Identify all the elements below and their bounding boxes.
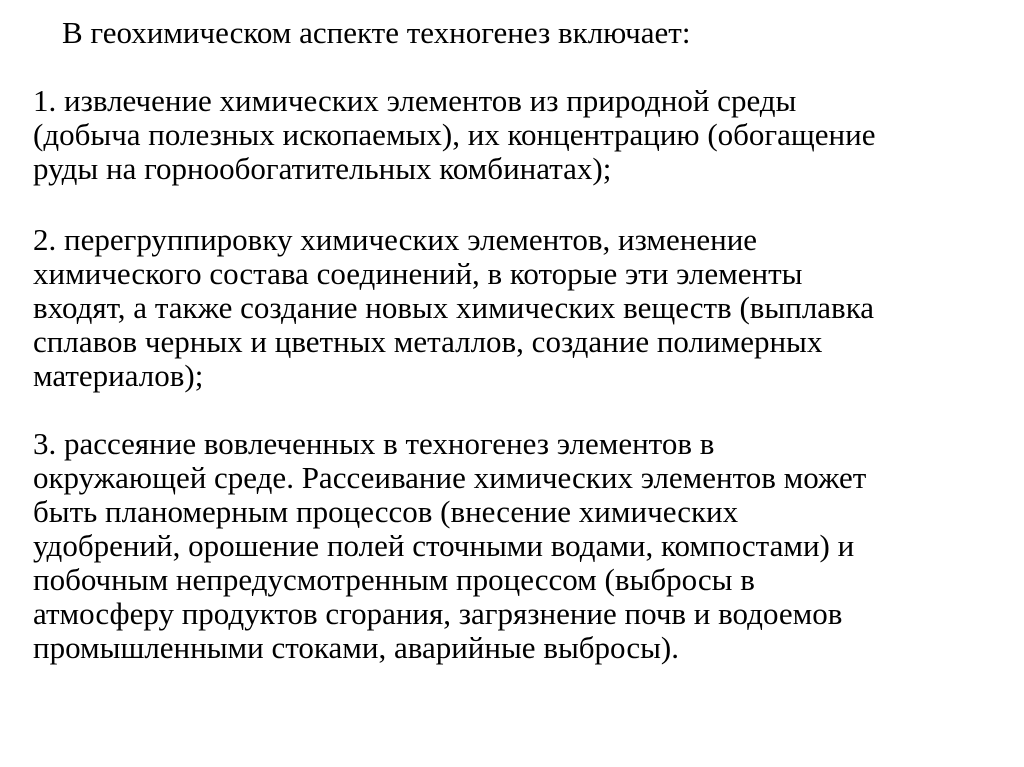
text-line: 1. извлечение химических элементов из природной среды [33,83,797,118]
text-line: (добыча полезных ископаемых), их концентрацию (обогащение [33,117,876,152]
text-line: материалов); [33,358,204,393]
text-line: удобрений, орошение полей сточными водами, компостами) и [33,528,855,563]
text-line: сплавов черных и цветных металлов, создание полимерных [33,324,823,359]
list-item-extraction [33,84,993,186]
text-line: атмосферу продуктов сгорания, загрязнение почв и водоемов [33,596,843,631]
list-item-regrouping [33,223,993,393]
intro-heading: В геохимическом аспекте техногенез включает: [62,15,691,50]
text-line: быть планомерным процессов (внесение химических [33,494,739,529]
text-line: побочным непредусмотренным процессом (выбросы в [33,562,755,597]
text-line: 2. перегруппировку химических элементов, изменение [33,222,758,257]
text-line: руды на горнообогатительных комбинатах); [33,151,612,186]
list-item-dispersion [33,427,993,665]
text-line: промышленными стоками, аварийные выбросы). [33,630,679,665]
text-line: 3. рассеяние вовлеченных в техногенез элементов в [33,426,715,461]
text-line: входят, а также создание новых химических веществ (выплавка [33,290,875,325]
text-line: окружающей среде. Рассеивание химических элементов может [33,460,867,495]
text-line: химического состава соединений, в которые эти элементы [33,256,803,291]
